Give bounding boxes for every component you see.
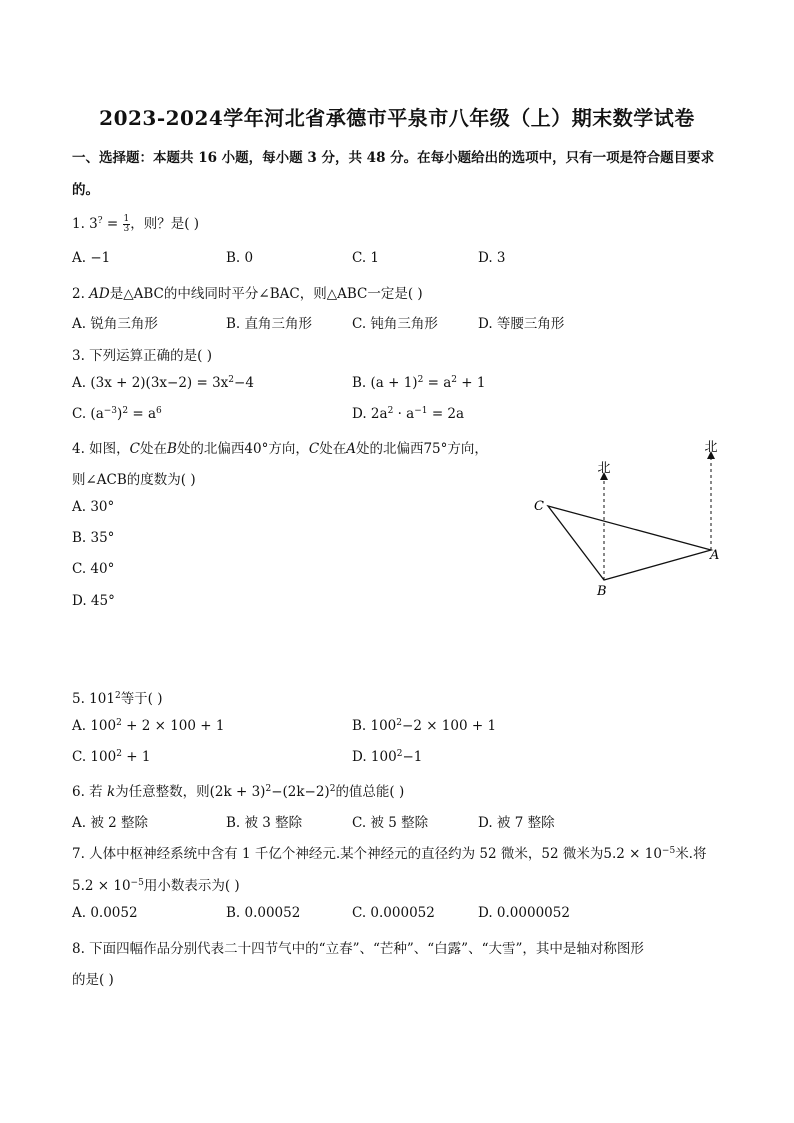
q5-sup: 2 xyxy=(114,691,121,701)
q3-b-part1: B. (a + 1) xyxy=(352,375,418,391)
q4-number: 4. 如图， xyxy=(72,441,130,457)
q1-fraction-numerator: 1 xyxy=(123,214,130,224)
q3-option-c[interactable] xyxy=(72,406,162,422)
q2-option-d[interactable]: D. 等腰三角形 xyxy=(478,316,565,332)
q3-d-part1: D. 2a xyxy=(352,406,388,422)
q6-part1: 6. 若 xyxy=(72,784,107,800)
q3-c-sup3: 6 xyxy=(156,406,162,416)
section-heading: 一、选择题：本题共 16 小题，每小题 3 分，共 48 分。在每小题给出的选项中，只有一项是符合题目要求 xyxy=(72,150,715,166)
q4-text2: 处的北偏西40°方向， xyxy=(176,441,309,457)
q6-option-a[interactable]: A. 被 2 整除 xyxy=(72,815,149,831)
q4-option-c[interactable]: C. 40° xyxy=(72,561,115,577)
q3-c-part3: = a xyxy=(128,406,156,422)
q1-option-a[interactable]: A. −1 xyxy=(72,250,111,266)
q3-d-sup1: 2 xyxy=(387,406,394,416)
q7-option-c[interactable]: C. 0.000052 xyxy=(352,905,435,921)
north-label-2: 北 xyxy=(704,440,718,455)
page-title: 2023-2024学年河北省承德市平泉市八年级（上）期末数学试卷 xyxy=(99,106,695,130)
q3-option-a[interactable] xyxy=(72,375,254,391)
question-4-stem xyxy=(72,437,488,457)
q5-c-part2: + 1 xyxy=(121,749,151,765)
q4-var-a: A xyxy=(346,441,356,457)
q3-c-sup2: 2 xyxy=(122,406,129,416)
q3-b-part2: = a xyxy=(423,375,452,391)
q5-c-sup: 2 xyxy=(116,749,122,759)
q7-option-a[interactable]: A. 0.0052 xyxy=(72,905,138,921)
q6-part4: 的值总能( ) xyxy=(335,784,405,800)
q5-option-b[interactable] xyxy=(352,718,496,734)
q1-option-b[interactable]: B. 0 xyxy=(226,250,254,266)
q5-a-part2: + 2 × 100 + 1 xyxy=(121,718,225,734)
q4-option-d[interactable]: D. 45° xyxy=(72,593,115,609)
q1-tail: ，则？是( ) xyxy=(130,216,200,232)
point-a-label: A xyxy=(710,548,720,563)
q5-b-part2: −2 × 100 + 1 xyxy=(402,718,497,734)
q2-number: 2. xyxy=(72,286,90,302)
q7-part4: 用小数表示为( ) xyxy=(143,878,240,894)
q1-base: 3 xyxy=(89,216,98,232)
q3-d-sup2: −1 xyxy=(414,406,428,416)
question-3-stem: 3. 下列运算正确的是( ) xyxy=(72,348,212,364)
q6-option-b[interactable]: B. 被 3 整除 xyxy=(226,815,303,831)
q6-part3: −(2k−2) xyxy=(271,784,330,800)
q3-b-sup2: 2 xyxy=(451,375,457,385)
q4-text3: 处在 xyxy=(319,441,347,457)
q3-option-b[interactable] xyxy=(352,375,485,391)
q6-option-c[interactable]: C. 被 5 整除 xyxy=(352,815,429,831)
q4-var-c2: C xyxy=(308,441,320,457)
q4-text1: 处在 xyxy=(140,441,168,457)
q4-var-c1: C xyxy=(129,441,141,457)
q7-part3: 5.2 × 10 xyxy=(72,878,131,894)
q7-part2: 米.将 xyxy=(675,846,707,862)
q5-b-sup: 2 xyxy=(396,718,403,728)
q6-var-k: k xyxy=(106,784,116,800)
q3-d-part3: = 2a xyxy=(427,406,465,422)
q4-option-b[interactable]: B. 35° xyxy=(72,530,115,546)
question-2-stem xyxy=(72,282,423,302)
q1-exponent: ? xyxy=(97,216,103,226)
q5-a-sup: 2 xyxy=(116,718,122,728)
q5-option-d[interactable] xyxy=(352,749,422,765)
section-heading-cont: 的。 xyxy=(72,182,99,198)
question-7-stem-line2 xyxy=(72,874,240,894)
question-7-stem xyxy=(72,842,706,862)
q3-c-part1: C. (a xyxy=(72,406,104,422)
q5-a-part1: A. 100 xyxy=(72,718,117,734)
point-c-label: C xyxy=(534,499,544,514)
q4-bearing-figure xyxy=(520,430,740,605)
q4-text4: 处的北偏西75°方向， xyxy=(355,441,488,457)
q2-variable: AD xyxy=(89,286,110,302)
q3-c-sup1: −3 xyxy=(103,406,118,416)
q3-d-part2: · a xyxy=(393,406,415,422)
q3-b-part3: + 1 xyxy=(457,375,486,391)
question-8-stem: 8. 下面四幅作品分别代表二十四节气中的“立春”、“芒种”、“白露”、“大雪”，其中是轴对称图形 xyxy=(72,941,644,957)
q1-equals: = xyxy=(102,216,123,232)
question-8-stem-line2: 的是( ) xyxy=(72,972,114,988)
q5-c-part1: C. 100 xyxy=(72,749,117,765)
q5-option-a[interactable] xyxy=(72,718,224,734)
q3-b-sup1: 2 xyxy=(417,375,424,385)
q2-text: 是△ABC的中线同时平分∠BAC，则△ABC一定是( ) xyxy=(109,286,423,302)
q3-c-part2: ) xyxy=(117,406,123,422)
q5-part2: 等于( ) xyxy=(120,691,163,707)
point-b-label: B xyxy=(597,584,607,599)
q1-option-c[interactable]: C. 1 xyxy=(352,250,380,266)
q7-option-b[interactable]: B. 0.00052 xyxy=(226,905,301,921)
q7-part1: 7. 人体中枢神经系统中含有 1 千亿个神经元.某个神经元的直径约为 52 微米，52 微米为5.2 × 10 xyxy=(72,846,662,862)
question-4-stem-line2: 则∠ACB的度数为( ) xyxy=(72,472,196,488)
q3-a-part2: −4 xyxy=(234,375,254,391)
q4-option-a[interactable]: A. 30° xyxy=(72,499,115,515)
question-5-stem xyxy=(72,687,163,707)
q7-sup1: −5 xyxy=(661,846,676,856)
q6-part2: 为任意整数，则(2k + 3) xyxy=(115,784,266,800)
q5-d-sup: 2 xyxy=(396,749,403,759)
north-label-1: 北 xyxy=(597,461,611,476)
q3-option-d[interactable] xyxy=(352,406,464,422)
question-6-stem xyxy=(72,780,404,800)
triangle-abc xyxy=(548,506,711,580)
q6-sup1: 2 xyxy=(265,784,272,794)
q7-sup2: −5 xyxy=(130,878,144,888)
q5-option-c[interactable] xyxy=(72,749,150,765)
q6-sup2: 2 xyxy=(329,784,336,794)
q5-b-part1: B. 100 xyxy=(352,718,397,734)
q1-number: 1. xyxy=(72,216,90,232)
question-1-stem xyxy=(72,212,199,234)
q2-option-c[interactable]: C. 钝角三角形 xyxy=(352,316,438,332)
q7-option-d[interactable]: D. 0.0000052 xyxy=(478,905,570,921)
q4-var-b: B xyxy=(167,441,177,457)
q6-option-d[interactable]: D. 被 7 整除 xyxy=(478,815,555,831)
q2-option-a[interactable]: A. 锐角三角形 xyxy=(72,316,158,332)
q5-d-part2: −1 xyxy=(402,749,423,765)
q3-a-sup: 2 xyxy=(228,375,235,385)
q1-fraction-denominator: 3 xyxy=(123,224,130,234)
q3-a-part1: A. (3x + 2)(3x−2) = 3x xyxy=(72,375,229,391)
q5-d-part1: D. 100 xyxy=(352,749,397,765)
q1-option-d[interactable]: D. 3 xyxy=(478,250,506,266)
q2-option-b[interactable]: B. 直角三角形 xyxy=(226,316,313,332)
q5-part1: 5. 101 xyxy=(72,691,115,707)
